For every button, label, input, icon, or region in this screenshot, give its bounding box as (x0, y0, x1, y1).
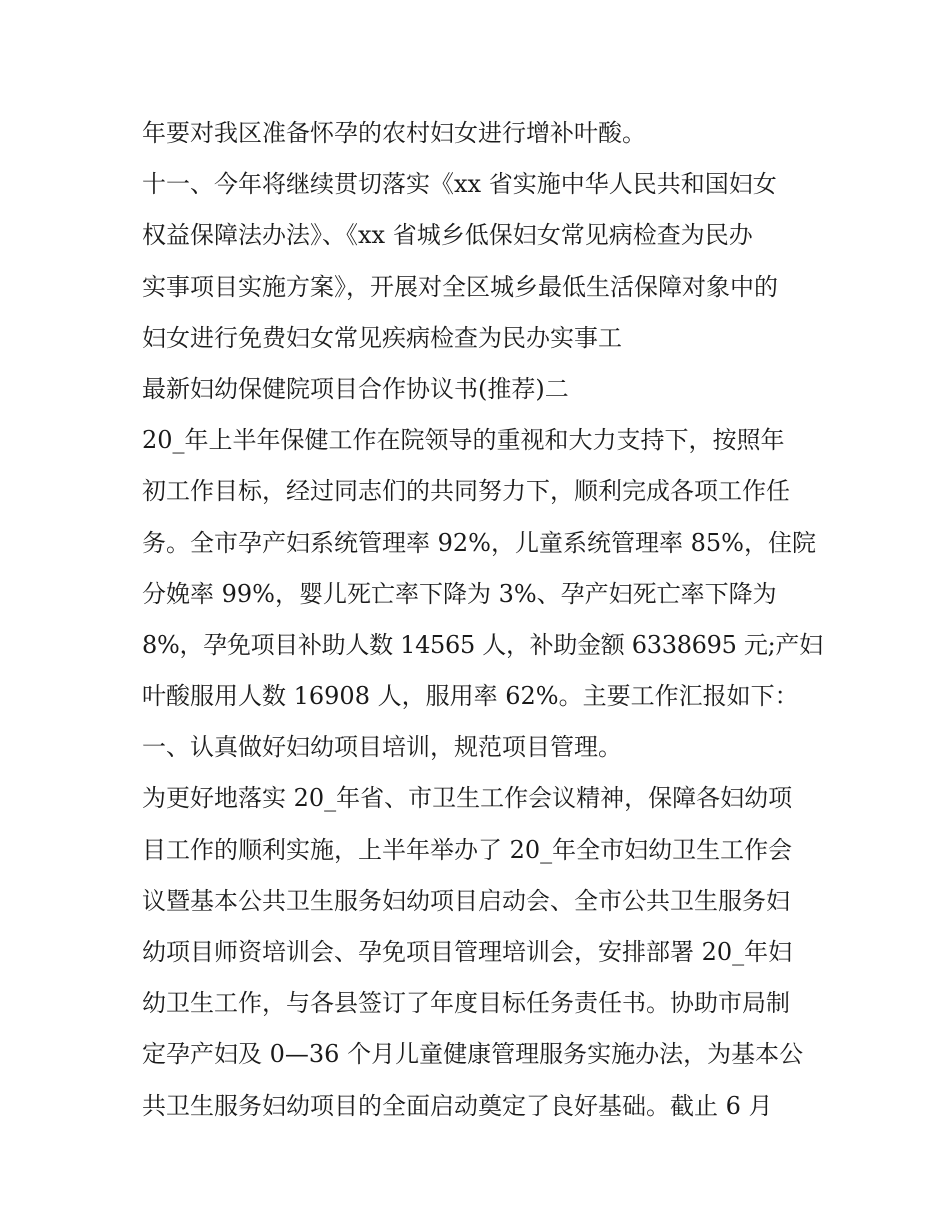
text-line: 分娩率 99%，婴儿死亡率下降为 3%、孕产妇死亡率下降为 (142, 579, 777, 608)
text-line: 幼项目师资培训会、孕免项目管理培训会，安排部署 20_年妇 (142, 938, 793, 966)
text-line: 叶酸服用人数 16908 人，服用率 62%。主要工作汇报如下： (142, 682, 799, 711)
text-line: 年要对我区准备怀孕的农村妇女进行增补叶酸。 (142, 119, 646, 147)
text-line: 幼卫生工作，与各县签订了年度目标任务责任书。协助市局制 (142, 989, 790, 1018)
text-line: 定孕产妇及 0—36 个月儿童健康管理服务实施办法，为基本公 (142, 1040, 804, 1069)
text-line: 务。全市孕产妇系统管理率 92%，儿童系统管理率 85%，住院 (142, 528, 816, 557)
text-line: 目工作的顺利实施，上半年举办了 20_年全市妇幼卫生工作会 (142, 835, 793, 864)
text-line: 20_年上半年保健工作在院领导的重视和大力支持下，按照年 (142, 426, 785, 455)
text-line: 8%，孕免项目补助人数 14565 人，补助金额 6338695 元;产妇 (142, 630, 823, 659)
text-line: 实事项目实施方案》，开展对全区城乡最低生活保障对象中的 (142, 272, 778, 301)
document-body (142, 108, 832, 1132)
text-line: 权益保障法办法》、《xx 省城乡低保妇女常见病检查为民办 (142, 221, 753, 250)
text-line: 十一、今年将继续贯切落实《xx 省实施中华人民共和国妇女 (142, 170, 777, 199)
text-line: 议暨基本公共卫生服务妇幼项目启动会、全市公共卫生服务妇 (142, 886, 790, 915)
text-line: 初工作目标，经过同志们的共同努力下，顺利完成各项工作任 (142, 477, 790, 506)
text-line: 为更好地落实 20_年省、市卫生工作会议精神，保障各妇幼项 (142, 784, 793, 813)
text-line: 共卫生服务妇幼项目的全面启动奠定了良好基础。截止 6 月 (142, 1091, 773, 1120)
text-line: 一、认真做好妇幼项目培训，规范项目管理。 (142, 733, 622, 762)
text-line: 妇女进行免费妇女常见疾病检查为民办实事工 (142, 323, 622, 352)
section-heading: 最新妇幼保健院项目合作协议书(推荐)二 (142, 374, 569, 403)
